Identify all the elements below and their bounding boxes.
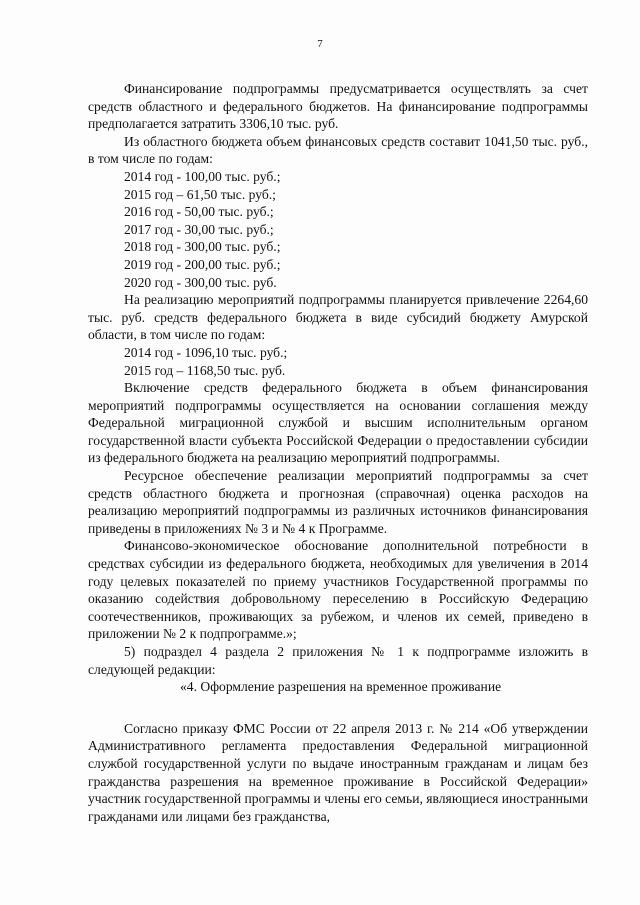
paragraph-economic-justification: Финансово-экономическое обоснование дополнительной потребности в средствах субсидии из федерального бюджета, необходимых для увеличения в 2014 году целевых показателей по приему участников Государственной программы по оказанию содействия добровольному переселению в Российскую Федерацию соотечественников, проживающих за рубежом, и членов их семей, приведено в приложении № 2 к подпрограмме.»;: [88, 538, 588, 642]
paragraph-agreement: Включение средств федерального бюджета в объем финансирования мероприятий подпрограммы осуществляется на основании соглашения между Федеральной миграционной службой и высшим исполнительным органом государственной власти субъекта Российской Федерации о предоставлении субсидии из федерального бюджета на реализацию мероприятий подпрограммы.: [88, 380, 588, 466]
document-body: [88, 80, 588, 825]
list-item: 2020 год - 300,00 тыс. руб.: [124, 274, 277, 290]
list-item: 2014 год - 100,00 тыс. руб.;: [124, 168, 281, 184]
paragraph-regional-budget: Из областного бюджета объем финансовых средств составит 1041,50 тыс. руб., в том числе по годам:: [88, 133, 588, 167]
paragraph-amendment: 5) подраздел 4 раздела 2 приложения № 1 к подпрограмме изложить в следующей редакции:: [88, 644, 588, 677]
list-item: 2016 год - 50,00 тыс. руб.;: [124, 204, 274, 220]
paragraph-financing: Финансирование подпрограммы предусматривается осуществлять за счет средств областного и федерального бюджетов. На финансирование подпрограммы предполагается затратить 3306,10 тыс. руб.: [88, 81, 588, 132]
list-item: 2014 год - 1096,10 тыс. руб.;: [124, 344, 288, 360]
list-item: 2018 год - 300,00 тыс. руб.;: [124, 239, 281, 255]
page-number: 7: [317, 38, 323, 50]
federal-budget-years-list: [88, 344, 588, 379]
list-item: 2017 год - 30,00 тыс. руб.;: [124, 221, 274, 237]
list-item: 2015 год – 61,50 тыс. руб.;: [124, 186, 276, 202]
paragraph-resource-provision: Ресурсное обеспечение реализации мероприятий подпрограммы за счет средств областного бюджета и прогнозная (справочная) оценка расходов на реализацию мероприятий подпрограммы из различных источников финансирования приведены в приложениях № 3 и № 4 к Программе.: [88, 468, 588, 536]
list-item: 2019 год - 200,00 тыс. руб.;: [124, 256, 281, 272]
section-heading: «4. Оформление разрешения на временное проживание: [180, 679, 502, 695]
paragraph-fms-order: Согласно приказу ФМС России от 22 апреля 2013 г. № 214 «Об утверждении Административного регламента предоставления Федеральной миграционной службой государственной услуги по выдаче иностранным гражданам и лицам без гражданства разрешения на временное проживание в Российской Федерации» участник государственной программы и члены его семьи, являющиеся иностранными гражданами или лицами без гражданства,: [88, 720, 588, 824]
spacer: [88, 696, 588, 720]
regional-budget-years-list: [88, 168, 588, 291]
paragraph-federal-budget: На реализацию мероприятий подпрограммы планируется привлечение 2264,60 тыс. руб. средств федерального бюджета в виде субсидий бюджету Амурской области, в том числе по годам:: [88, 292, 588, 343]
list-item: 2015 год – 1168,50 тыс. руб.: [124, 362, 286, 378]
